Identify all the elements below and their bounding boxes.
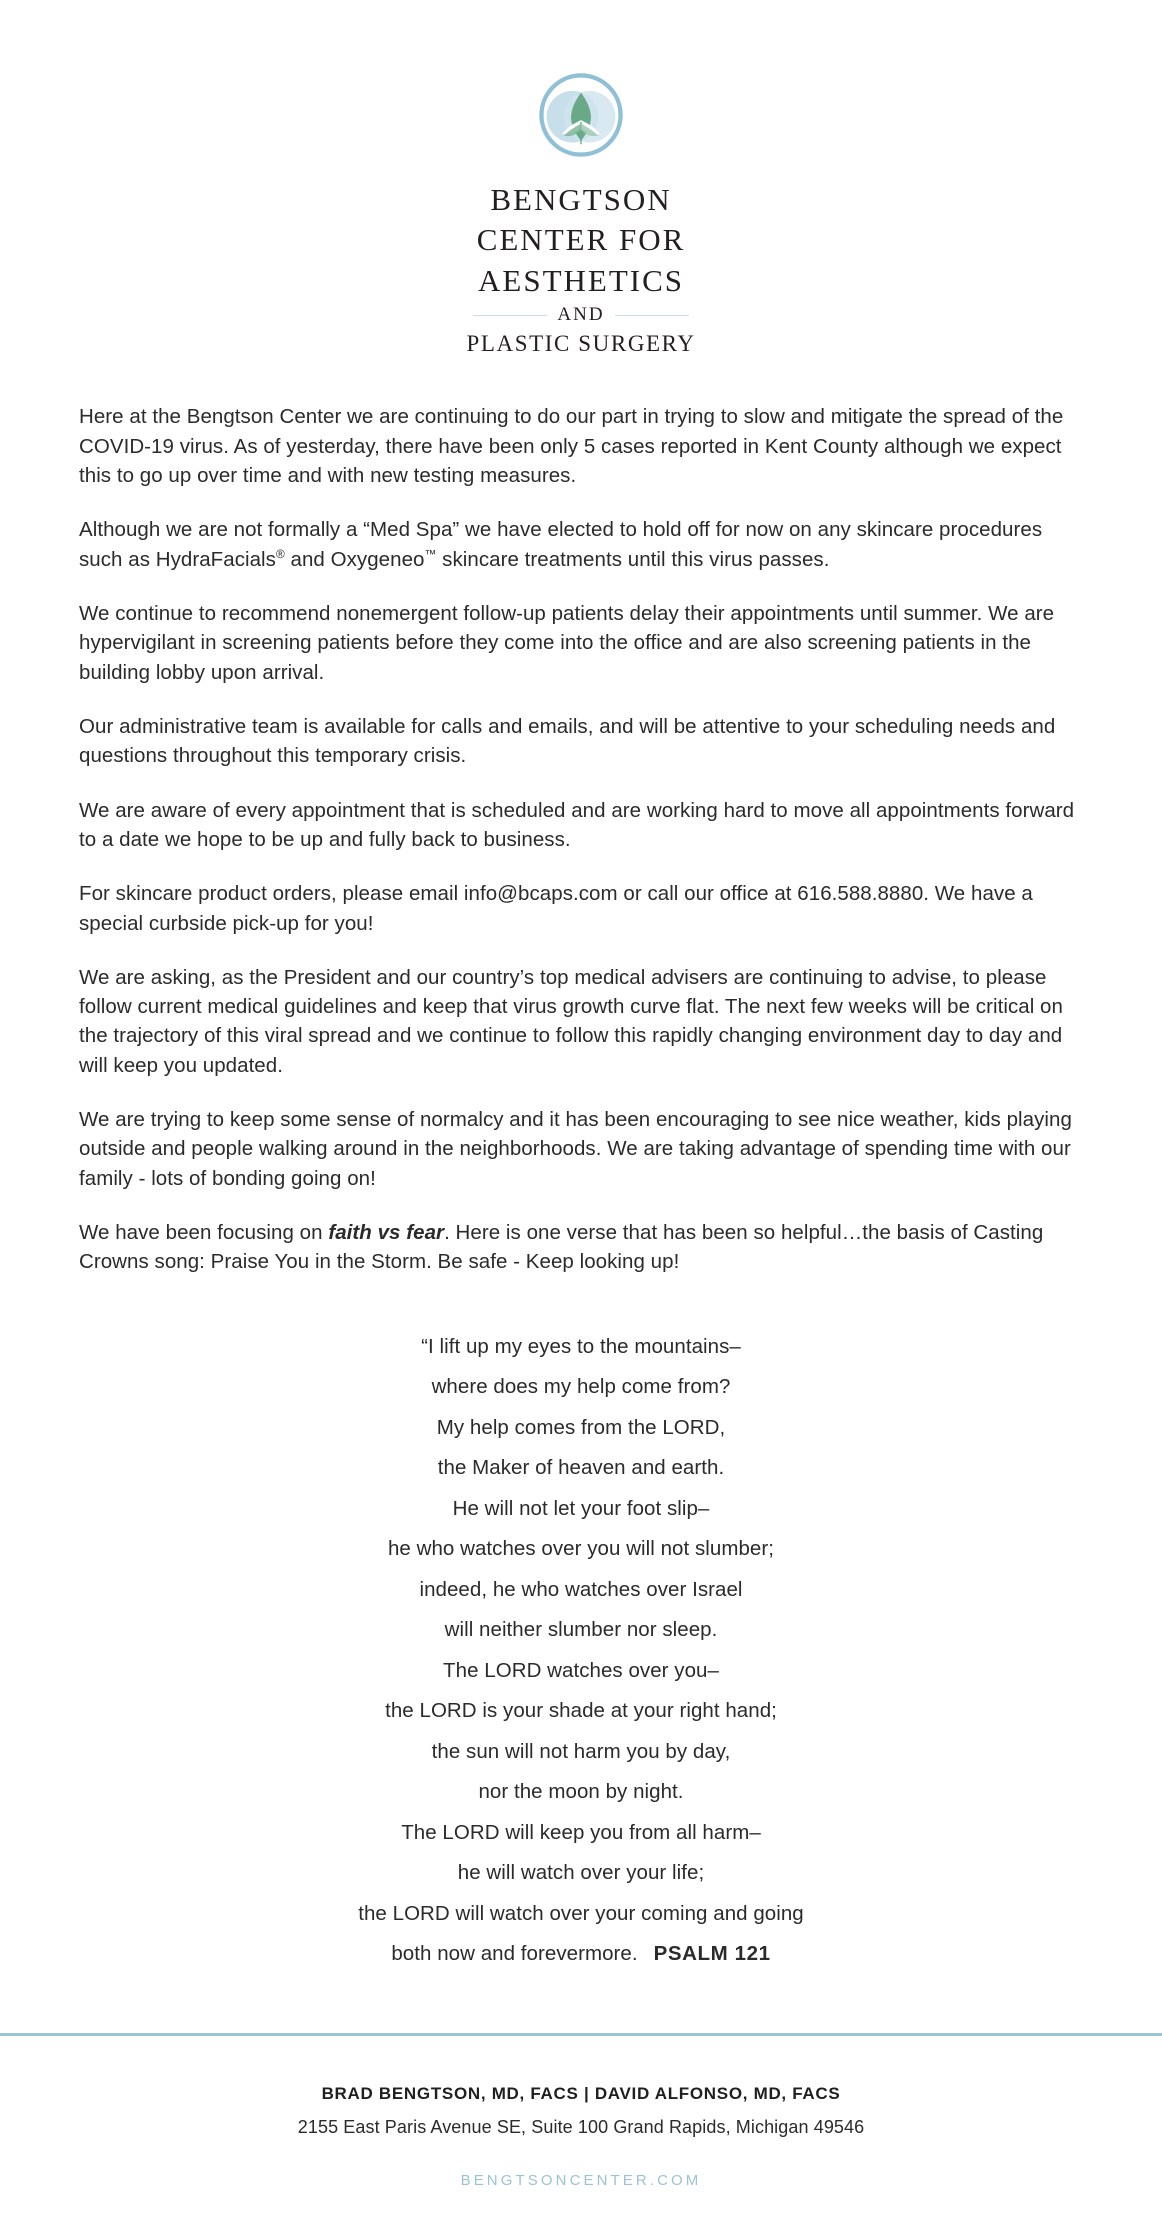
- wordmark-line-1: BENGTSON: [490, 182, 672, 217]
- trademark-mark: ™: [424, 546, 437, 561]
- p-normalcy: We are trying to keep some sense of normalcy and it has been encouraging to see nice weather, kids playing outside and people walking around in the neighborhoods. We are taking advantage of spending time with our family - lots of bonding going on!: [79, 1108, 1072, 1190]
- verse-line: the LORD will watch over your coming and going: [358, 1901, 804, 1925]
- scripture-verse-block: [76, 1334, 1086, 1966]
- masthead: [0, 0, 1162, 358]
- wordmark-line-3: AESTHETICS: [478, 262, 684, 298]
- p-faith-vs-fear: We have been focusing on faith vs fear. Here is one verse that has been so helpful…the basis of Casting Crowns song: Praise You in the Storm. Be safe - Keep looking up!: [79, 1221, 1044, 1274]
- emphasis-faith-vs-fear: faith vs fear: [328, 1221, 445, 1245]
- verse-line: the Maker of heaven and earth.: [437, 1456, 725, 1480]
- verse-line: nor the moon by night.: [478, 1780, 684, 1804]
- verse-line: will neither slumber nor sleep.: [444, 1618, 718, 1642]
- verse-line: he will watch over your life;: [457, 1861, 705, 1885]
- wordmark: [466, 180, 695, 358]
- wordmark-and: AND: [557, 303, 605, 325]
- trademark-mark: ®: [275, 546, 285, 561]
- wordmark-rule-left: [473, 315, 547, 316]
- bengtson-leaf-circle-logo-icon: [538, 72, 624, 158]
- p-guidelines: We are asking, as the President and our country’s top medical advisers are continuing to advise, to please follow current medical guidelines and keep that virus growth curve flat. The next few weeks will be critical on the trajectory of this viral spread and we continue to follow this rapidly changing environment day to day and will keep you updated.: [79, 965, 1063, 1077]
- verse-line: The LORD watches over you–: [443, 1658, 719, 1682]
- wordmark-plastic-surgery: PLASTIC SURGERY: [466, 330, 696, 356]
- p-skincare-orders: For skincare product orders, please email info@bcaps.com or call our office at 616.588.8880. We have a special curbside pick-up for you!: [79, 882, 1033, 935]
- verse-line: the sun will not harm you by day,: [431, 1739, 731, 1763]
- p-appointments: We are aware of every appointment that is scheduled and are working hard to move all appointments forward to a date we hope to be up and fully back to business.: [79, 798, 1075, 851]
- verse-line: My help comes from the LORD,: [436, 1415, 726, 1439]
- verse-line: the LORD is your shade at your right hand;: [385, 1699, 777, 1723]
- footer-physicians: BRAD BENGTSON, MD, FACS | DAVID ALFONSO, MD, FACS: [321, 2083, 841, 2103]
- verse-line: he who watches over you will not slumber;: [387, 1537, 775, 1561]
- p-admin-team: Our administrative team is available for calls and emails, and will be attentive to your scheduling needs and questions throughout this temporary crisis.: [79, 714, 1056, 768]
- wordmark-rule-right: [615, 315, 689, 316]
- verse-line: “I lift up my eyes to the mountains–: [421, 1334, 741, 1358]
- p-nonemergent: We continue to recommend nonemergent follow-up patients delay their appointments until summer. We are hypervigilant in screening patients before they come into the office and are also screening patients in the building lobby upon arrival.: [79, 602, 1055, 684]
- wordmark-and-row: [466, 303, 695, 328]
- verse-line: indeed, he who watches over Israel: [419, 1577, 743, 1601]
- verse-line: both now and forevermore. PSALM 121: [391, 1942, 771, 1966]
- p-covid-intro: Here at the Bengtson Center we are continuing to do our part in trying to slow and mitigate the spread of the COVID-19 virus. As of yesterday, there have been only 5 cases reported in Kent County although we expect this to go up over time and with new testing measures.: [79, 405, 1064, 488]
- verse-line: The LORD will keep you from all harm–: [401, 1820, 761, 1844]
- verse-reference: PSALM 121: [653, 1942, 771, 1966]
- letter-body: [76, 402, 1086, 1276]
- wordmark-line-2: CENTER FOR: [476, 222, 686, 258]
- footer-website-link[interactable]: BENGTSONCENTER.COM: [460, 2171, 702, 2189]
- footer-divider: [0, 2033, 1162, 2036]
- page-footer: [0, 2084, 1162, 2230]
- footer-address: 2155 East Paris Avenue SE, Suite 100 Grand Rapids, Michigan 49546: [297, 2116, 865, 2137]
- verse-line: where does my help come from?: [431, 1375, 731, 1399]
- p-med-spa: Although we are not formally a “Med Spa” we have elected to hold off for now on any skincare procedures such as HydraFacials® and Oxygeneo™ skincare treatments until this virus passes.: [79, 518, 1043, 571]
- verse-line: He will not let your foot slip–: [452, 1496, 710, 1520]
